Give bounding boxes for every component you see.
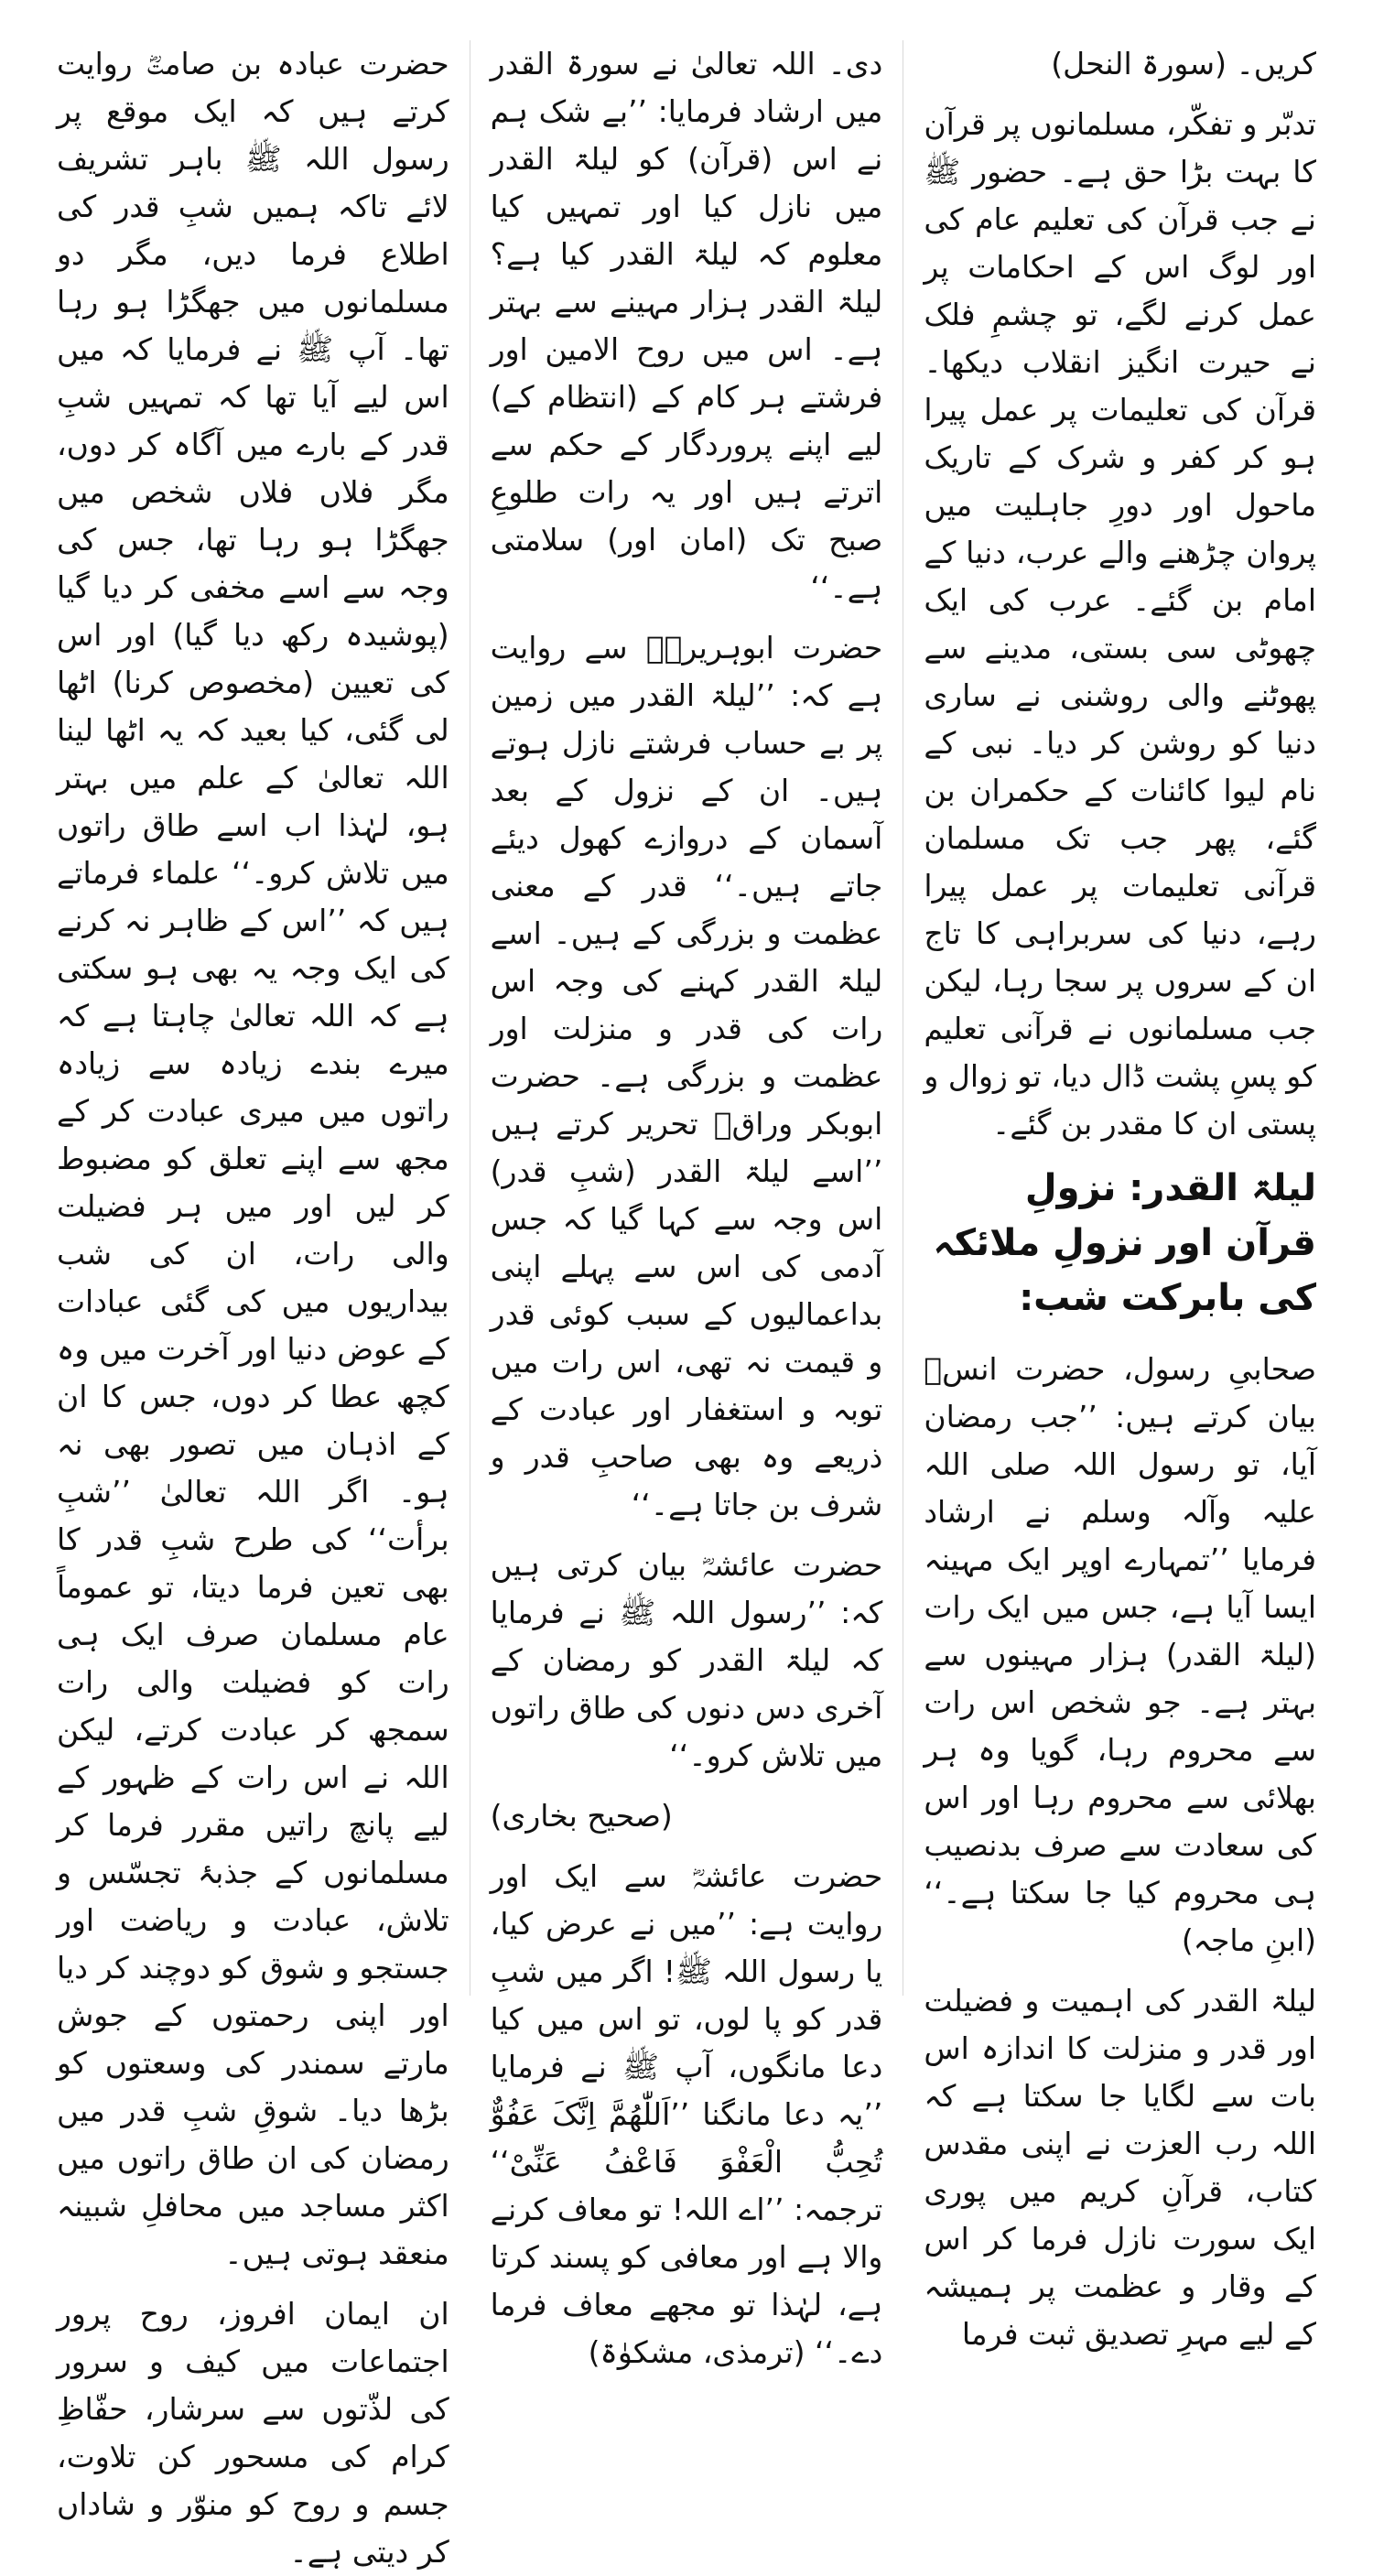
paragraph: حضرت عائشہؓ بیان کرتی ہیں کہ: ’’رسول اللہ ﷺ نے فرمایا کہ لیلۃ القدر کو رمضان کے آخری دس دنوں کی طاق راتوں میں تلاش کرو۔‘‘ bbox=[490, 1547, 883, 1773]
source-citation: (صحیح بخاری) bbox=[490, 1798, 673, 1834]
column-middle bbox=[470, 40, 904, 2370]
paragraph: حضرت عائشہؓ سے ایک اور روایت ہے: ’’میں نے عرض کیا، یا رسول اللہ ﷺ! اگر میں شبِ قدر کو پا لوں، تو اس میں کیا دعا مانگوں، آپ ﷺ نے فرمایا ’’یہ دعا مانگنا ’’اَللّٰھُمَّ اِنَّکَ عَفُوٌّ تُحِبُّ الْعَفْوَ فَاعْفُ عَنِّیْ‘‘ ترجمہ: ’’اے اللہ! تو معاف کرنے والا ہے اور معافی کو پسند کرتا ہے، لہٰذا تو مجھے معاف فرما دے۔‘‘ (ترمذی، مشکوٰۃ) bbox=[490, 1858, 883, 2370]
paragraph: کریں۔ (سورۃ النحل) bbox=[1051, 46, 1316, 81]
paragraph: لیلۃ القدر کی اہمیت و فضیلت اور قدر و منزلت کا اندازہ اس بات سے لگایا جا سکتا ہے کہ اللہ رب العزت نے اپنی مقدس کتاب، قرآنِ کریم میں پوری ایک سورت نازل فرما کر اس کے وقار و عظمت پر ہمیشہ کے لیے مہرِ تصدیق ثبت فرما bbox=[924, 1983, 1316, 2352]
paragraph: حضرت عبادہ بن صامتؓ روایت کرتے ہیں کہ ایک موقع پر رسول اللہ ﷺ باہر تشریف لائے تاکہ ہمیں شبِ قدر کی اطلاع فرما دیں، مگر دو مسلمانوں میں جھگڑا ہو رہا تھا۔ آپ ﷺ نے فرمایا کہ میں اس لیے آیا تھا کہ تمہیں شبِ قدر کے بارے میں آگاہ کر دوں، مگر فلاں فلاں شخص میں جھگڑا ہو رہا تھا، جس کی وجہ سے اسے مخفی کر دیا گیا (پوشیدہ رکھ دیا گیا) اور اس کی تعیین (مخصوص کرنا) اٹھا لی گئی، کیا بعید کہ یہ اٹھا لینا اللہ تعالیٰ کے علم میں بہتر ہو، لہٰذا اب اسے طاق راتوں میں تلاش کرو۔‘‘ علماء فرماتے ہیں کہ ’’اس کے ظاہر نہ کرنے کی ایک وجہ یہ بھی ہو سکتی ہے کہ اللہ تعالیٰ چاہتا ہے کہ میرے بندے زیادہ سے زیادہ راتوں میں میری عبادت کر کے مجھ سے اپنے تعلق کو مضبوط کر لیں اور میں ہر فضیلت والی رات، ان کی شب بیداریوں میں کی گئی عبادات کے عوض دنیا اور آخرت میں وہ کچھ عطا کر دوں، جس کا ان کے اذہان میں تصور بھی نہ ہو۔ اگر اللہ تعالیٰ ’’شبِ برأت‘‘ کی طرح شبِ قدر کا بھی تعین فرما دیتا، تو عموماً عام مسلمان صرف ایک ہی رات کو فضیلت والی رات سمجھ کر عبادت کرتے، لیکن اللہ نے اس رات کے ظہور کے لیے پانچ راتیں مقرر فرما کر مسلمانوں کے جذبۂ تجسّس و تلاش، عبادت و ریاضت اور جستجو و شوق کو دوچند کر دیا اور اپنی رحمتوں کے جوش مارتے سمندر کی وسعتوں کو بڑھا دیا۔ شوقِ شبِ قدر میں رمضان کی ان طاق راتوں میں اکثر مساجد میں محافلِ شبینہ منعقد ہوتی ہیں۔ bbox=[56, 46, 449, 2271]
paragraph: حضرت ابوہریرہؓ سے روایت ہے کہ: ’’لیلۃ القدر میں زمین پر بے حساب فرشتے نازل ہوتے ہیں۔ ان کے نزول کے بعد آسمان کے دروازے کھول دیئے جاتے ہیں۔‘‘ قدر کے معنی عظمت و بزرگی کے ہیں۔ اسے لیلۃ القدر کہنے کی وجہ اس رات کی قدر و منزلت اور عظمت و بزرگی ہے۔ حضرت ابوبکر وراقؒ تحریر کرتے ہیں ’’اسے لیلۃ القدر (شبِ قدر) اس وجہ سے کہا گیا کہ جس آدمی کی اس سے پہلے اپنی بداعمالیوں کے سبب کوئی قدر و قیمت نہ تھی، اس رات میں توبہ و استغفار اور عبادت کے ذریعے وہ بھی صاحبِ قدر و شرف بن جاتا ہے۔‘‘ bbox=[490, 630, 883, 1522]
column-left bbox=[37, 40, 470, 2570]
section-heading: لیلۃ القدر: نزولِ قرآن اور نزولِ ملائکہ کی بابرکت شب: bbox=[933, 1167, 1316, 1319]
column-right bbox=[903, 40, 1336, 2352]
paragraph: ان ایمان افروز، روح پرور اجتماعات میں کیف و سرور کی لذّتوں سے سرشار، حفّاظِ کرام کی مسحور کن تلاوت، جسم و روح کو منوّر و شاداں کر دیتی ہے۔ bbox=[56, 2296, 449, 2570]
paragraph: تدبّر و تفکّر، مسلمانوں پر قرآن کا بہت بڑا حق ہے۔ حضور ﷺ نے جب قرآن کی تعلیم عام کی اور لوگ اس کے احکامات پر عمل کرنے لگے، تو چشمِ فلک نے حیرت انگیز انقلاب دیکھا۔ قرآن کی تعلیمات پر عمل پیرا ہو کر کفر و شرک کے تاریک ماحول اور دورِ جاہلیت میں پروان چڑھنے والے عرب، دنیا کے امام بن گئے۔ عرب کی ایک چھوٹی سی بستی، مدینے سے پھوٹنے والی روشنی نے ساری دنیا کو روشن کر دیا۔ نبی کے نام لیوا کائنات کے حکمران بن گئے، پھر جب تک مسلمان قرآنی تعلیمات پر عمل پیرا رہے، دنیا کی سربراہی کا تاج ان کے سروں پر سجا رہا، لیکن جب مسلمانوں نے قرآنی تعلیم کو پسِ پشت ڈال دیا، تو زوال و پستی ان کا مقدر بن گئے۔ bbox=[924, 106, 1316, 1142]
paragraph: دی۔ اللہ تعالیٰ نے سورۃ القدر میں ارشاد فرمایا: ’’بے شک ہم نے اس (قرآن) کو لیلۃ القدر میں نازل کیا اور تمہیں کیا معلوم کہ لیلۃ القدر کیا ہے؟ لیلۃ القدر ہزار مہینے سے بہتر ہے۔ اس میں روح الامین اور فرشتے ہر کام کے (انتظام کے) لیے اپنے پروردگار کے حکم سے اترتے ہیں اور یہ رات طلوعِ صبح تک (امان اور) سلامتی ہے۔‘‘ bbox=[490, 46, 883, 605]
paragraph: صحابیِ رسول، حضرت انسؓ بیان کرتے ہیں: ’’جب رمضان آیا، تو رسول اللہ صلی اللہ علیہ وآلہ وسلم نے ارشاد فرمایا ’’تمہارے اوپر ایک مہینہ ایسا آیا ہے، جس میں ایک رات (لیلۃ القدر) ہزار مہینوں سے بہتر ہے۔ جو شخص اس رات سے محروم رہا، گویا وہ ہر بھلائی سے محروم رہا اور اس کی سعادت سے صرف بدنصیب ہی محروم کیا جا سکتا ہے۔‘‘ (ابنِ ماجہ) bbox=[924, 1351, 1316, 1958]
